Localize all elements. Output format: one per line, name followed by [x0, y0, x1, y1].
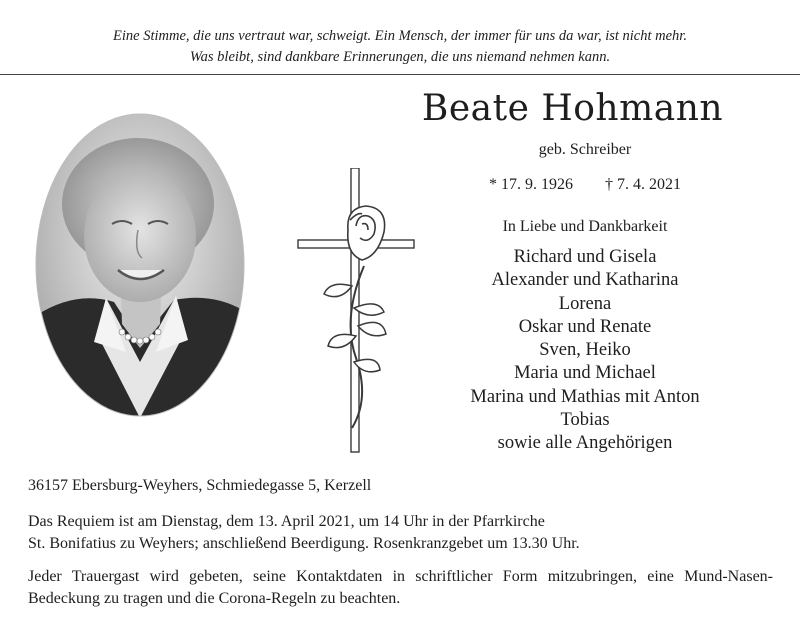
quote-line-2: Was bleibt, sind dankbare Erinnerungen, die uns niemand nehmen kann. [189, 49, 611, 65]
requiem-info [28, 511, 728, 555]
birth-date: * 17. 9. 1926 [489, 176, 573, 193]
maiden-name: geb. Schreiber [538, 141, 632, 158]
mourner: Alexander und Katharina [491, 270, 679, 291]
mourner: Marina und Mathias mit Anton [470, 386, 700, 407]
requiem-line-1: Das Requiem ist am Dienstag, dem 13. April 2021, um 14 Uhr in der Pfarrkirche [28, 513, 545, 530]
memorial-quote [0, 26, 800, 68]
portrait-photo [34, 112, 246, 418]
death-date: † 7. 4. 2021 [605, 176, 681, 193]
mourner: Oskar und Renate [518, 316, 652, 337]
requiem-line-2: St. Bonifatius zu Weyhers; anschließend Beerdigung. Rosenkranzgebet um 13.30 Uhr. [28, 535, 580, 552]
mourner: Lorena [558, 293, 612, 314]
quote-line-1: Eine Stimme, die uns vertraut war, schweigt. Ein Mensch, der immer für uns da war, ist nicht mehr. [113, 28, 687, 44]
mourner: Maria und Michael [514, 363, 656, 384]
mourner: sowie alle Angehörigen [497, 433, 673, 454]
mourners-list [420, 246, 750, 456]
corona-notice: Jeder Trauergast wird gebeten, seine Kontaktdaten in schriftlicher Form mitzubringen, eine Mund-Nasen-Bedeckung zu tragen und die Corona-Regeln zu beachten. [28, 568, 773, 607]
cross-with-rose-icon [296, 168, 416, 456]
life-dates [420, 176, 750, 194]
address: 36157 Ebersburg-Weyhers, Schmiedegasse 5, Kerzell [28, 477, 372, 494]
divider [0, 74, 800, 75]
mourner: Richard und Gisela [513, 247, 657, 267]
deceased-name: Beate Hohmann [421, 88, 724, 129]
dedication: In Liebe und Dankbarkeit [502, 218, 668, 235]
mourner: Tobias [560, 410, 610, 431]
mourner: Sven, Heiko [539, 340, 631, 361]
